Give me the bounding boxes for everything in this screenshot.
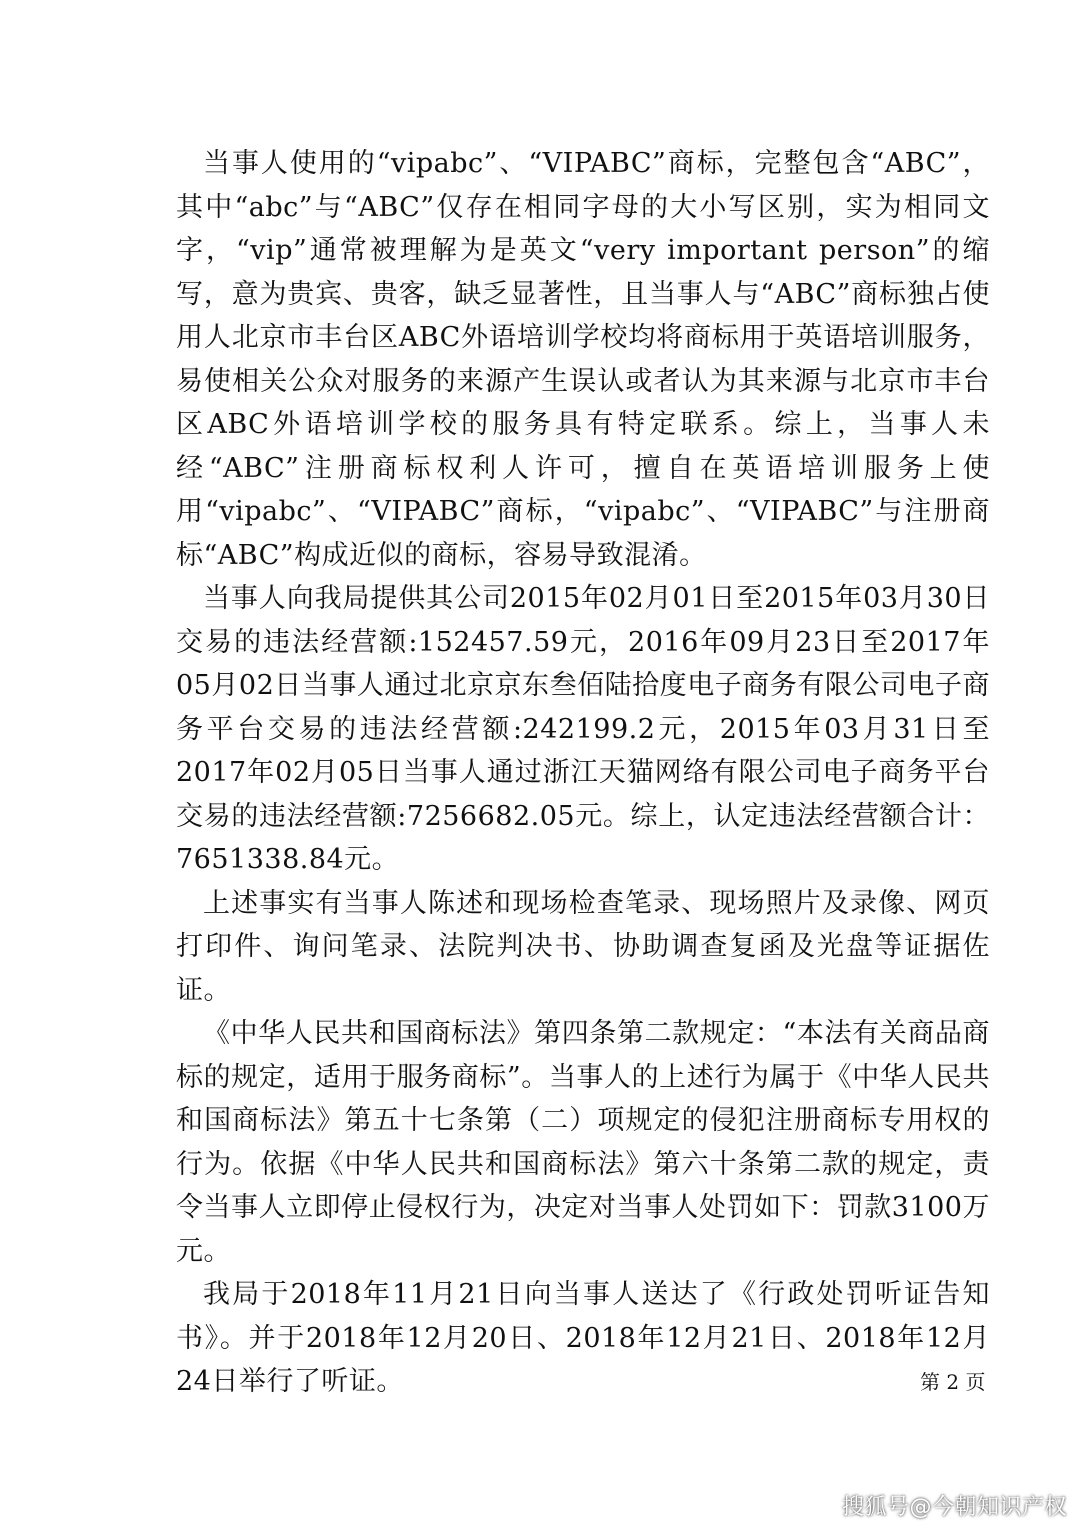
paragraph-legal-basis: 《中华人民共和国商标法》第四条第二款规定：“本法有关商品商标的规定，适用于服务商标”。当事人的上述行为属于《中华人民共和国商标法》第五十七条第（二）项规定的侵犯注册商标专用权的行为。依据《中华人民共和国商标法》第六十条第二款的规定，责令当事人立即停止侵权行为，决定对当事人处罚如下：罚款3100万元。 [176, 1018, 990, 1267]
paragraph-illegal-revenue: 当事人向我局提供其公司2015年02月01日至2015年03月30日交易的违法经营额:152457.59元，2016年09月23日至2017年05月02日当事人通过北京京东叁佰陆拾度电子商务有限公司电子商务平台交易的违法经营额:242199.2元，2015年03月31日至2017年02月05日当事人通过浙江天猫网络有限公司电子商务平台交易的违法经营额:7256682.05元。综上，认定违法经营额合计：7651338.84元。 [176, 583, 990, 875]
paragraph-hearing: 我局于2018年11月21日向当事人送达了《行政处罚听证告知书》。并于2018年12月20日、2018年12月21日、2018年12月24日举行了听证。 [176, 1279, 990, 1397]
document-body [176, 142, 990, 1404]
paragraph-evidence: 上述事实有当事人陈述和现场检查笔录、现场照片及录像、网页打印件、询问笔录、法院判决书、协助调查复函及光盘等证据佐证。 [176, 887, 990, 1006]
page-number: 第 2 页 [920, 1370, 986, 1394]
paragraph-trademark-similarity: 当事人使用的“vipabc”、“VIPABC”商标，完整包含“ABC”，其中“abc”与“ABC”仅存在相同字母的大小写区别，实为相同文字，“vip”通常被理解为是英文“very important person”的缩写，意为贵宾、贵客，缺乏显著性，且当事人与“ABC”商标独占使用人北京市丰台区ABC外语培训学校均将商标用于英语培训服务，易使相关公众对服务的来源产生误认或者认为其来源与北京市丰台区ABC外语培训学校的服务具有特定联系。综上，当事人未经“ABC”注册商标权利人许可，擅自在英语培训服务上使用“vipabc”、“VIPABC”商标，“vipabc”、“VIPABC”与注册商标“ABC”构成近似的商标，容易导致混淆。 [176, 148, 990, 571]
source-watermark: 搜狐号@今朝知识产权 [842, 1495, 1068, 1520]
